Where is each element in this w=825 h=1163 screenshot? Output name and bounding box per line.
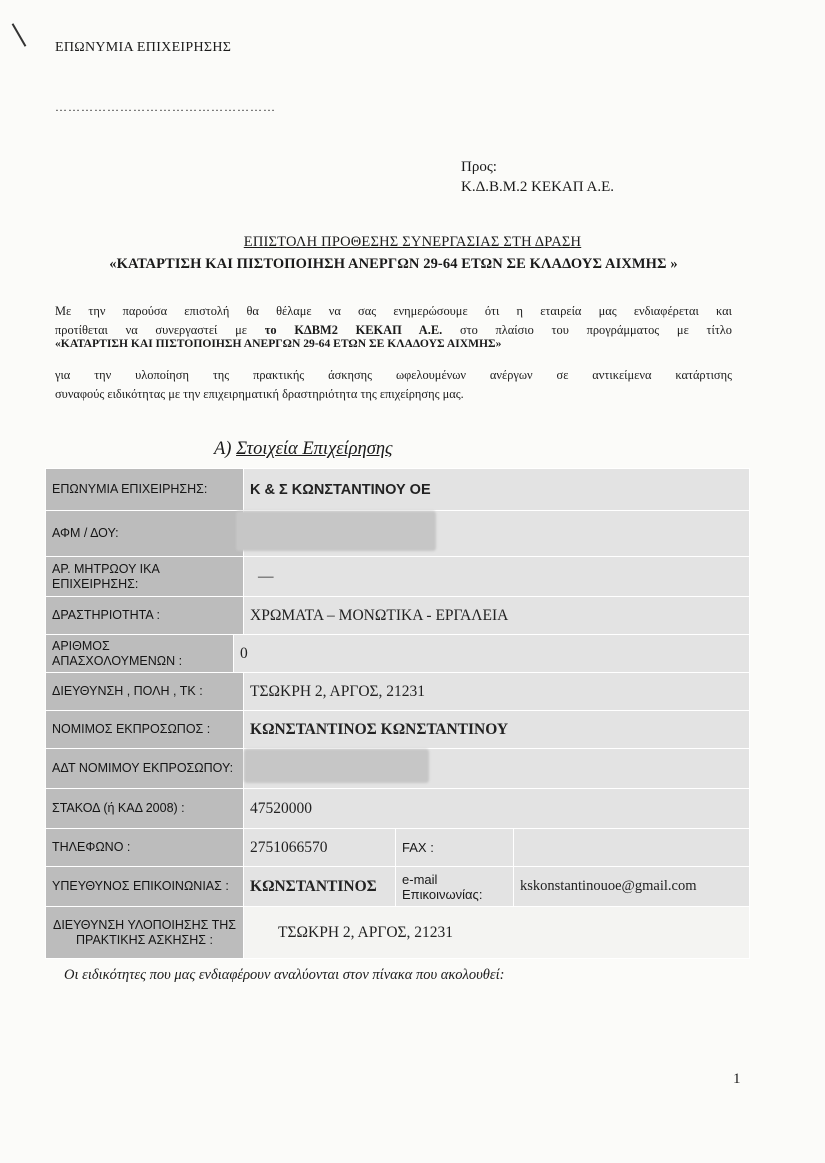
paragraph-line: συναφούς ειδικότητας με την επιχειρηματική δραστηριότητα της επιχείρησης μας.	[55, 387, 464, 401]
afm-value	[244, 511, 750, 557]
section-title: Στοιχεία Επιχείρησης	[236, 439, 393, 459]
contact-person-value: ΚΩΝΣΤΑΝΤΙΝΟΣ	[244, 867, 396, 907]
company-name-blank: ……………………………………………	[55, 100, 276, 114]
recipient-name: Κ.Δ.Β.Μ.2 ΚΕΚΑΠ Α.Ε.	[461, 179, 614, 195]
legal-rep-label: ΝΟΜΙΜΟΣ ΕΚΠΡΟΣΩΠΟΣ :	[46, 711, 244, 749]
page-number: 1	[733, 1071, 741, 1087]
practice-address-label: ΔΙΕΥΘΥΝΣΗ ΥΛΟΠΟΙΗΣΗΣ ΤΗΣ ΠΡΑΚΤΙΚΗΣ ΑΣΚΗΣΗΣ :	[46, 907, 244, 959]
paragraph-program-name: «ΚΑΤΑΡΤΙΣΗ ΚΑΙ ΠΙΣΤΟΠΟΙΗΣΗ ΑΝΕΡΓΩΝ 29-64 ΕΤΩΝ ΣΕ ΚΛΑΔΟΥΣ ΑΙΧΜΗΣ»	[55, 337, 502, 350]
afm-label: ΑΦΜ / ΔΟΥ:	[46, 511, 244, 557]
company-name-label: ΕΠΩΝΥΜΙΑ ΕΠΙΧΕΙΡΗΣΗΣ:	[46, 469, 244, 511]
table-row	[46, 597, 750, 635]
recipient-block	[461, 157, 614, 197]
ika-value: —	[244, 557, 750, 597]
table-row	[46, 711, 750, 749]
ika-label: ΑΡ. ΜΗΤΡΩΟΥ ΙΚΑ ΕΠΙΧΕΙΡΗΣΗΣ:	[46, 557, 244, 597]
address-label: ΔΙΕΥΘΥΝΣΗ , ΠΟΛΗ , ΤΚ :	[46, 673, 244, 711]
phone-value: 2751066570	[244, 829, 396, 867]
table-row	[46, 511, 750, 557]
pen-mark	[12, 23, 27, 47]
table-row	[46, 867, 750, 907]
letter-title: ΕΠΙΣΤΟΛΗ ΠΡΟΘΕΣΗΣ ΣΥΝΕΡΓΑΣΙΑΣ ΣΤΗ ΔΡΑΣΗ	[243, 234, 582, 250]
stakod-label: ΣΤΑΚΟΔ (ή ΚΑΔ 2008) :	[46, 789, 244, 829]
redaction-mark	[244, 749, 429, 783]
paragraph-text: στο πλαίσιο του προγράμματος με τίτλο	[459, 323, 732, 337]
fax-value	[514, 829, 750, 867]
table-row	[46, 829, 750, 867]
practice-address-value: ΤΣΩΚΡΗ 2, ΑΡΓΟΣ, 21231	[244, 907, 750, 959]
paragraph-bold-text: το ΚΔΒΜ2 ΚΕΚΑΠ Α.Ε.	[264, 323, 443, 337]
fax-label: FAX :	[396, 829, 514, 867]
paragraph-text: προτίθεται να συνεργαστεί με	[55, 323, 247, 337]
email-value: kskonstantinouoe@gmail.com	[514, 867, 750, 907]
section-prefix: Α)	[214, 439, 232, 459]
table-row	[46, 635, 750, 673]
paragraph-line: Με την παρούσα επιστολή θα θέλαμε να σας ενημερώσουμε ότι η εταιρεία μας ενδιαφέρεται και	[55, 304, 732, 318]
table-row	[46, 469, 750, 511]
table-row	[46, 907, 750, 959]
rep-id-label: ΑΔΤ ΝΟΜΙΜΟΥ ΕΚΠΡΟΣΩΠΟΥ:	[46, 749, 244, 789]
section-heading	[214, 439, 393, 460]
contact-person-label: ΥΠΕΥΘΥΝΟΣ ΕΠΙΚΟΙΝΩΝΙΑΣ :	[46, 867, 244, 907]
email-label: e-mail Επικοινωνίας:	[396, 867, 514, 907]
employees-value: 0	[234, 635, 750, 673]
specialties-note: Οι ειδικότητες που μας ενδιαφέρουν αναλύονται στον πίνακα που ακολουθεί:	[64, 967, 505, 983]
rep-id-value	[244, 749, 750, 789]
phone-label: ΤΗΛΕΦΩΝΟ :	[46, 829, 244, 867]
table-row	[46, 557, 750, 597]
legal-rep-value: ΚΩΝΣΤΑΝΤΙΝΟΣ ΚΩΝΣΤΑΝΤΙΝΟΥ	[244, 711, 750, 749]
program-title: «ΚΑΤΑΡΤΙΣΗ ΚΑΙ ΠΙΣΤΟΠΟΙΗΣΗ ΑΝΕΡΓΩΝ 29-64 ΕΤΩΝ ΣΕ ΚΛΑΔΟΥΣ ΑΙΧΜΗΣ »	[109, 256, 678, 272]
table-row	[46, 789, 750, 829]
recipient-label: Προς:	[461, 159, 497, 175]
company-name-value: Κ & Σ ΚΩΝΣΤΑΝΤΙΝΟΥ ΟΕ	[244, 469, 750, 511]
stakod-value: 47520000	[244, 789, 750, 829]
redaction-mark	[236, 511, 436, 551]
employees-label: ΑΡΙΘΜΟΣ ΑΠΑΣΧΟΛΟΥΜΕΝΩΝ :	[46, 635, 234, 673]
activity-value: ΧΡΩΜΑΤΑ – ΜΟΝΩΤΙΚΑ - ΕΡΓΑΛΕΙΑ	[244, 597, 750, 635]
address-value: ΤΣΩΚΡΗ 2, ΑΡΓΟΣ, 21231	[244, 673, 750, 711]
table-row	[46, 749, 750, 789]
company-name-heading: ΕΠΩΝΥΜΙΑ ΕΠΙΧΕΙΡΗΣΗΣ	[55, 40, 232, 55]
company-details-table	[45, 468, 750, 959]
paragraph-line: για την υλοποίηση της πρακτικής άσκησης ωφελουμένων ανέργων σε αντικείμενα κατάρτισης	[55, 368, 732, 382]
table-row	[46, 673, 750, 711]
activity-label: ΔΡΑΣΤΗΡΙΟΤΗΤΑ :	[46, 597, 244, 635]
